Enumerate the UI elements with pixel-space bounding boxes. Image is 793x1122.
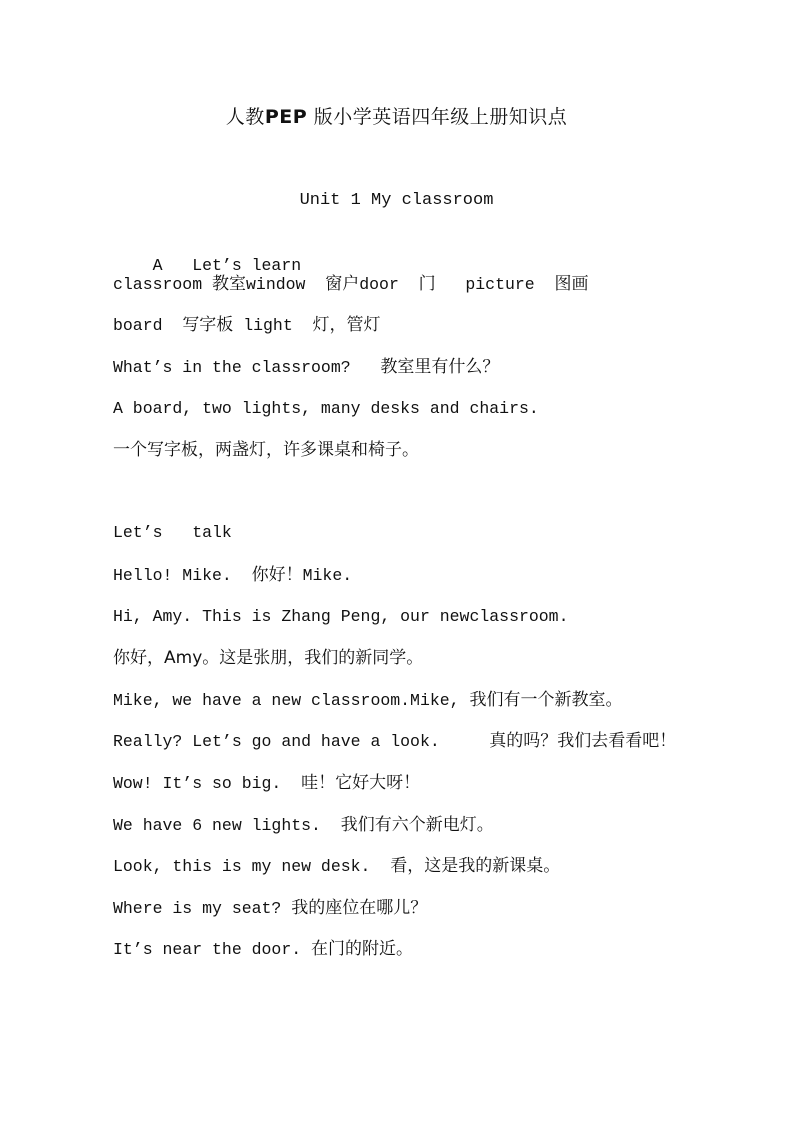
sentence-en: Really? Let’s go and have a look. [113,732,490,751]
vocab-line-2 [113,313,381,338]
sentence-line [113,937,413,962]
title-prefix: 人教 [225,106,265,128]
sentence-zh: 你好！ [251,565,303,585]
sentence-en: We have 6 new lights. [113,816,341,835]
sentence-line [113,729,676,754]
sentence-en: It’s near the door. [113,940,312,959]
sentence-en: Hello! Mike. [113,566,252,585]
sentence-en: Look, this is my new desk. [113,857,391,876]
sentence-zh: 在门的附近。 [311,939,414,959]
sentence-zh: 我们有一个新教室。 [469,690,623,710]
sentence-line [113,688,622,713]
vocab-zh-window: 窗户 [325,274,360,294]
sentence-zh: 一个写字板，两盏灯，许多课桌和椅子。 [113,440,419,460]
sentence-en: What’s in the classroom? [113,358,381,377]
sentence-line [113,646,423,671]
sentence-line [113,896,427,921]
vocab-en-board: board [113,316,183,335]
vocab-zh-light: 灯，管灯 [312,315,381,335]
sentence-line [113,563,352,588]
sentence-zh: 我们有六个新电灯。 [340,815,494,835]
sentence-line [113,397,539,421]
vocab-en-picture: picture [435,275,555,294]
sentence-line [113,605,568,629]
vocab-zh-board: 写字板 [182,315,234,335]
sentence-en: Where is my seat? [113,899,292,918]
sentence-en-2: Mike. [302,566,353,585]
line-text: Let’s talk [113,523,232,542]
sentence-line [113,813,494,838]
title-suffix: 版小学英语四年级上册知识点 [307,106,568,128]
page-title [0,104,793,130]
line-text: A Let’s learn [152,256,302,275]
sentence-zh: 教室里有什么？ [380,357,500,377]
sentence-line [113,438,419,463]
unit-heading: Unit 1 My classroom [299,191,494,210]
sentence-line [113,854,560,879]
vocab-zh-door: 门 [418,274,436,294]
section-heading-lets-talk [113,521,232,545]
sentence-en: Hi, Amy. This is Zhang Peng, our newclassroom. [113,607,569,626]
sentence-en: A board, two lights, many desks and chairs. [113,399,539,418]
sentence-zh: 真的吗？我们去看看吧！ [489,731,677,751]
sentence-line [113,355,499,380]
vocab-en-window: window [246,275,326,294]
sentence-en: Wow! It’s so big. [113,774,302,793]
sentence-en: Mike, we have a new classroom.Mike, [113,691,470,710]
vocab-en-light: light [233,316,313,335]
sentence-zh: 看，这是我的新课桌。 [390,856,561,876]
vocab-en-door: door [359,275,419,294]
title-pep: PEP [264,106,308,128]
sentence-zh: 我的座位在哪儿？ [291,898,428,918]
vocab-line-1 [113,272,589,297]
vocab-zh-classroom: 教室 [212,274,247,294]
vocab-zh-picture: 图画 [554,274,589,294]
vocab-en-classroom: classroom [113,275,213,294]
sentence-line [113,771,420,796]
sentence-zh: 哇！它好大呀！ [301,773,421,793]
sentence-zh: 你好，Amy。这是张朋，我们的新同学。 [113,648,424,668]
